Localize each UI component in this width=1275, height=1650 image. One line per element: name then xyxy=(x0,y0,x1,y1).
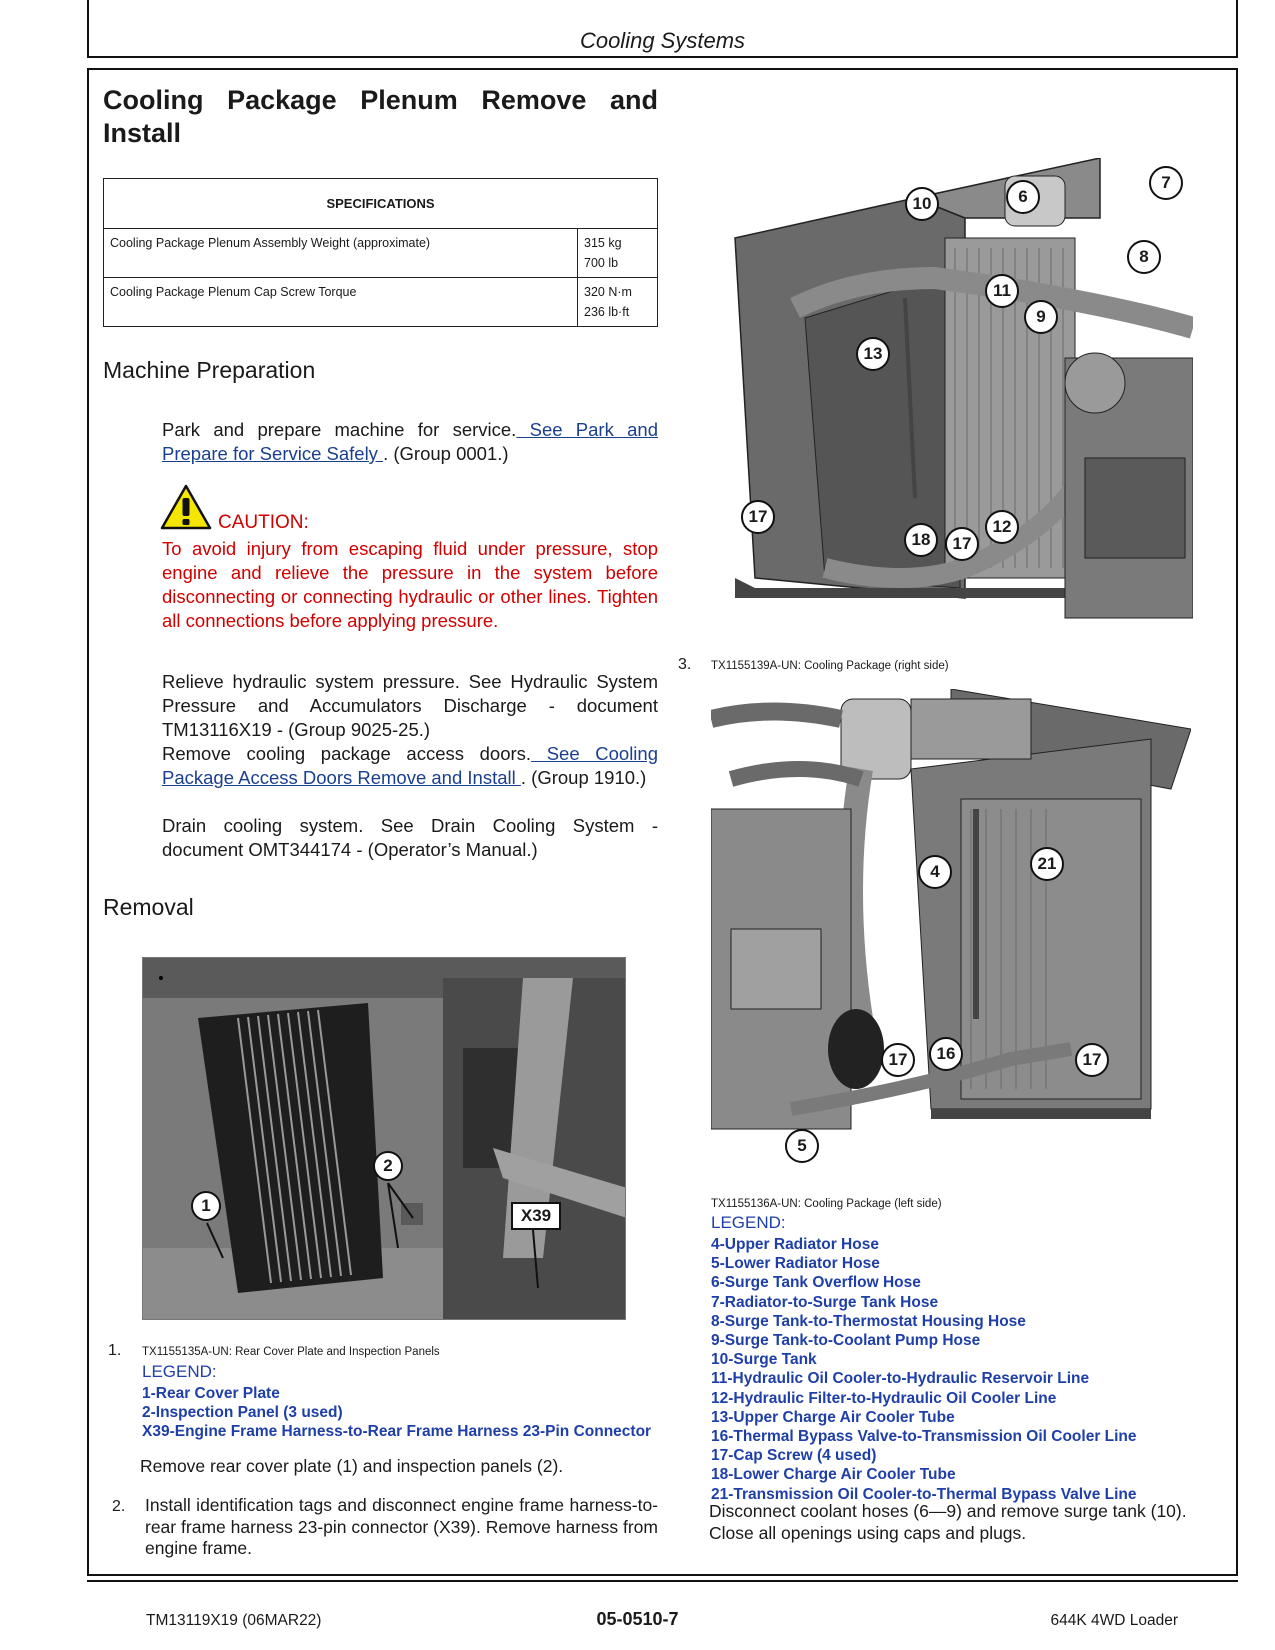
callout-18: 18 xyxy=(904,523,938,557)
step-1-text: Remove rear cover plate (1) and inspection panels (2). xyxy=(140,1456,564,1476)
spec-value-imperial: 700 lb xyxy=(584,256,619,270)
prep-text: . (Group 1910.) xyxy=(520,767,647,788)
legend-list-figure-3 xyxy=(711,1235,1191,1504)
legend-label: LEGEND: xyxy=(711,1213,786,1232)
table-row xyxy=(104,278,658,327)
legend-item: 6-Surge Tank Overflow Hose xyxy=(711,1274,921,1292)
figure-caption-1: TX1155135A-UN: Rear Cover Plate and Inspection Panels xyxy=(142,1346,440,1358)
callout-17: 17 xyxy=(945,527,979,561)
callout-8: 8 xyxy=(1127,240,1161,274)
page-title: Cooling Package Plenum Remove and Install xyxy=(103,85,658,148)
callout-17: 17 xyxy=(741,500,775,534)
legend-item: 13-Upper Charge Air Cooler Tube xyxy=(711,1408,955,1426)
callout-11: 11 xyxy=(985,274,1019,308)
legend-item: 18-Lower Charge Air Cooler Tube xyxy=(711,1466,956,1484)
legend-item: 1-Rear Cover Plate xyxy=(142,1385,280,1402)
spec-value-imperial: 236 lb·ft xyxy=(584,305,630,319)
prep-text: Remove cooling package access doors. xyxy=(162,743,532,764)
spec-value xyxy=(578,278,658,327)
legend-item: X39-Engine Frame Harness-to-Rear Frame Harness 23-Pin Connector xyxy=(142,1423,652,1441)
legend-item: 10-Surge Tank xyxy=(711,1351,817,1369)
legend-item: 2-Inspection Panel (3 used) xyxy=(142,1404,343,1422)
callout-21: 21 xyxy=(1030,847,1064,881)
legend-list-figure-1 xyxy=(142,1384,658,1442)
legend-item: 9-Surge Tank-to-Coolant Pump Hose xyxy=(711,1332,981,1350)
section-heading-machine-preparation: Machine Preparation xyxy=(103,357,316,383)
warning-triangle-icon xyxy=(160,484,212,530)
callout-12: 12 xyxy=(985,510,1019,544)
figure-caption-3: TX1155136A-UN: Cooling Package (left side) xyxy=(711,1198,942,1210)
legend-item: 5-Lower Radiator Hose xyxy=(711,1255,880,1273)
specifications-table xyxy=(103,178,658,327)
callout-7: 7 xyxy=(1149,166,1183,200)
callout-2: 2 xyxy=(373,1151,403,1181)
step-2-text: Install identification tags and disconnect engine frame harness-to-rear frame harness 23-pin connector (X39). Remove harness from engine frame. xyxy=(145,1495,658,1558)
step-2-number: 2. xyxy=(112,1498,126,1515)
spec-heading: SPECIFICATIONS xyxy=(104,179,658,229)
legend-item: 12-Hydraulic Filter-to-Hydraulic Oil Cooler Line xyxy=(711,1389,1057,1407)
callout-16: 16 xyxy=(929,1037,963,1071)
prep-step-relieve-pressure: Relieve hydraulic system pressure. See Hydraulic System Pressure and Accumulators Discharge - document TM13116X19 - (Group 9025-25.) xyxy=(162,671,658,740)
callout-17: 17 xyxy=(881,1043,915,1077)
callout-5: 5 xyxy=(785,1129,819,1163)
spec-value-metric: 320 N·m xyxy=(584,285,632,299)
callout-17: 17 xyxy=(1075,1043,1109,1077)
legend-item: 8-Surge Tank-to-Thermostat Housing Hose xyxy=(711,1312,1026,1330)
legend-item: 17-Cap Screw (4 used) xyxy=(711,1447,877,1465)
caption-number-1: 1. xyxy=(108,1342,122,1359)
callout-6: 6 xyxy=(1006,180,1040,214)
figure-rear-cover-plate xyxy=(142,957,626,1320)
caution-label: CAUTION: xyxy=(218,512,309,533)
legend-item: 4-Upper Radiator Hose xyxy=(711,1236,879,1253)
spec-value xyxy=(578,229,658,278)
legend-item: 11-Hydraulic Oil Cooler-to-Hydraulic Reservoir Line xyxy=(711,1370,1090,1388)
prep-step-park xyxy=(162,418,658,466)
callout-x39: X39 xyxy=(511,1202,561,1230)
callout-10: 10 xyxy=(905,187,939,221)
footer-divider xyxy=(87,1580,1238,1582)
link-cooling-package-access-doors[interactable]: See Cooling Package Access Doors Remove and Install xyxy=(162,743,658,788)
prep-text: Park and prepare machine for service. xyxy=(162,419,517,440)
spec-value-metric: 315 kg xyxy=(584,236,622,250)
section-title: Cooling Systems xyxy=(579,28,746,53)
legend-label: LEGEND: xyxy=(142,1362,217,1381)
footer-machine: 644K 4WD Loader xyxy=(1050,1612,1178,1629)
prep-step-drain: Drain cooling system. See Drain Cooling System - document OMT344174 - (Operator’s Manual.) xyxy=(162,815,658,860)
spec-label: Cooling Package Plenum Cap Screw Torque xyxy=(104,278,578,327)
figure-cooling-package-left xyxy=(711,689,1191,1162)
legend-item: 7-Radiator-to-Surge Tank Hose xyxy=(711,1293,939,1311)
legend-item: 16-Thermal Bypass Valve-to-Transmission Oil Cooler Line xyxy=(711,1428,1137,1446)
callout-4: 4 xyxy=(918,855,952,889)
step-3-text: Disconnect coolant hoses (6—9) and remove surge tank (10). Close all openings using caps and plugs. xyxy=(709,1501,1187,1543)
link-park-prepare-service[interactable]: See Park and Prepare for Service Safely xyxy=(162,419,658,464)
callout-13: 13 xyxy=(856,337,890,371)
caution-text: To avoid injury from escaping fluid under pressure, stop engine and relieve the pressure in the system before disconnecting or connecting hydraulic or other lines. Tighten all connections before applying pressure. xyxy=(162,538,658,631)
footer-page-number: 05-0510-7 xyxy=(596,1609,679,1629)
section-heading-removal: Removal xyxy=(103,894,194,920)
footer-doc-id: TM13119X19 (06MAR22) xyxy=(146,1612,322,1629)
callout-1: 1 xyxy=(191,1191,221,1221)
callout-9: 9 xyxy=(1024,300,1058,334)
prep-text: . (Group 0001.) xyxy=(383,443,509,464)
figure-caption-2: TX1155139A-UN: Cooling Package (right side) xyxy=(711,660,949,672)
step-3-number: 3. xyxy=(678,656,692,673)
table-row xyxy=(104,229,658,278)
figure-cooling-package-right xyxy=(705,158,1193,630)
spec-label: Cooling Package Plenum Assembly Weight (approximate) xyxy=(104,229,578,278)
prep-step-remove-doors xyxy=(162,742,658,790)
legend-item: 21-Transmission Oil Cooler-to-Thermal Bypass Valve Line xyxy=(711,1485,1137,1503)
